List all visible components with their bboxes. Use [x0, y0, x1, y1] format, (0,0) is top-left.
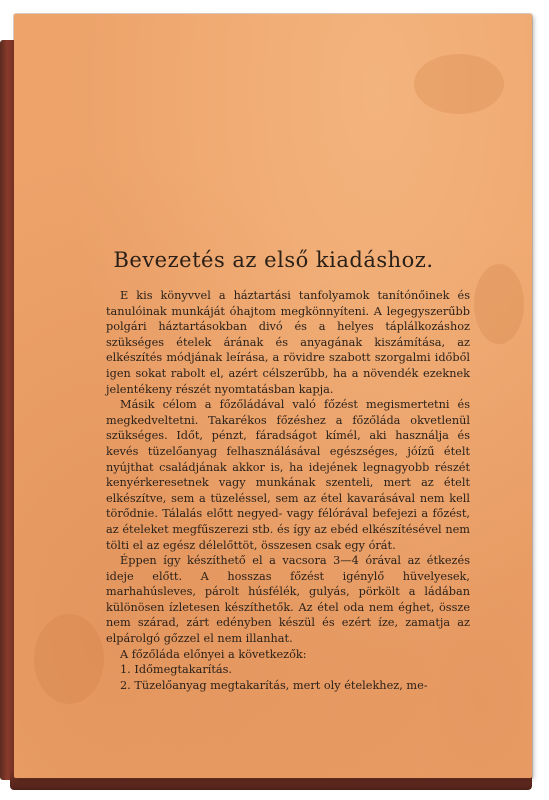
paragraph: E kis könyvvel a háztartási tanfolyamok tanítónőinek és tanulóinak munkáját óhajtom megkönnyíteni. A legegyszerűbb polgári háztartásokban divó és a helyes táplálkozáshoz szükséges ételek árának és anyagának kiszámítása, az elkészítés módjának leírása, a rövidre szabott szorgalmi időből igen sokat rabolt el, azért célszerűbb, ha a növendék ezeknek jelentékeny részét nyomtatásban kapja.	[106, 289, 470, 396]
paragraph: A főzőláda előnyei a következők:	[120, 647, 307, 661]
list-item: 2. Tüzelőanyag megtakarítás, mert oly ételekhez, me-	[120, 678, 428, 692]
body-text	[106, 288, 470, 693]
paragraph: Éppen így készíthető el a vacsora 3—4 órával az étkezés ideje előtt. A hosszas főzést igénylő hüvelyesek, marhahúsleves, párolt húsfélék, gulyás, pörkölt a ládában különösen ízletesen készíthetők. Az étel oda nem éghet, össze nem szárad, zárt edényben készül és ezért íze, zamatja az elpárolgó gőzzel el nem illanhat.	[106, 554, 470, 646]
advantages-list	[106, 662, 470, 693]
page-stain	[414, 54, 504, 114]
page-stain	[34, 614, 104, 704]
chapter-title: Bevezetés az első kiadáshoz.	[113, 248, 434, 272]
page-stain	[474, 264, 524, 344]
list-item: 1. Időmegtakarítás.	[120, 663, 233, 677]
paragraph: Másik célom a főzőládával való főzést megismertetni és megkedveltetni. Takarékos főzéshez a főzőláda okvetlenül szükséges. Időt, pénzt, fáradságot kímél, aki használja és kevés tüzelőanyag felhasználásával egészséges, jóízű ételt nyújthat családjának akkor is, ha idejének legnagyobb részét kenyérkeresetnek vagy munkának szenteli, mert az ételt elkészítve, sem a tüzeléssel, sem az étel kavarásával nem kell törődnie. Tálalás előtt negyed- vagy félórával befejezi a főzést, az ételeket megfűszerezi stb. és így az ebéd elkészítésével nem tölti el az egész délelőttöt, összesen csak egy órát.	[106, 398, 470, 552]
